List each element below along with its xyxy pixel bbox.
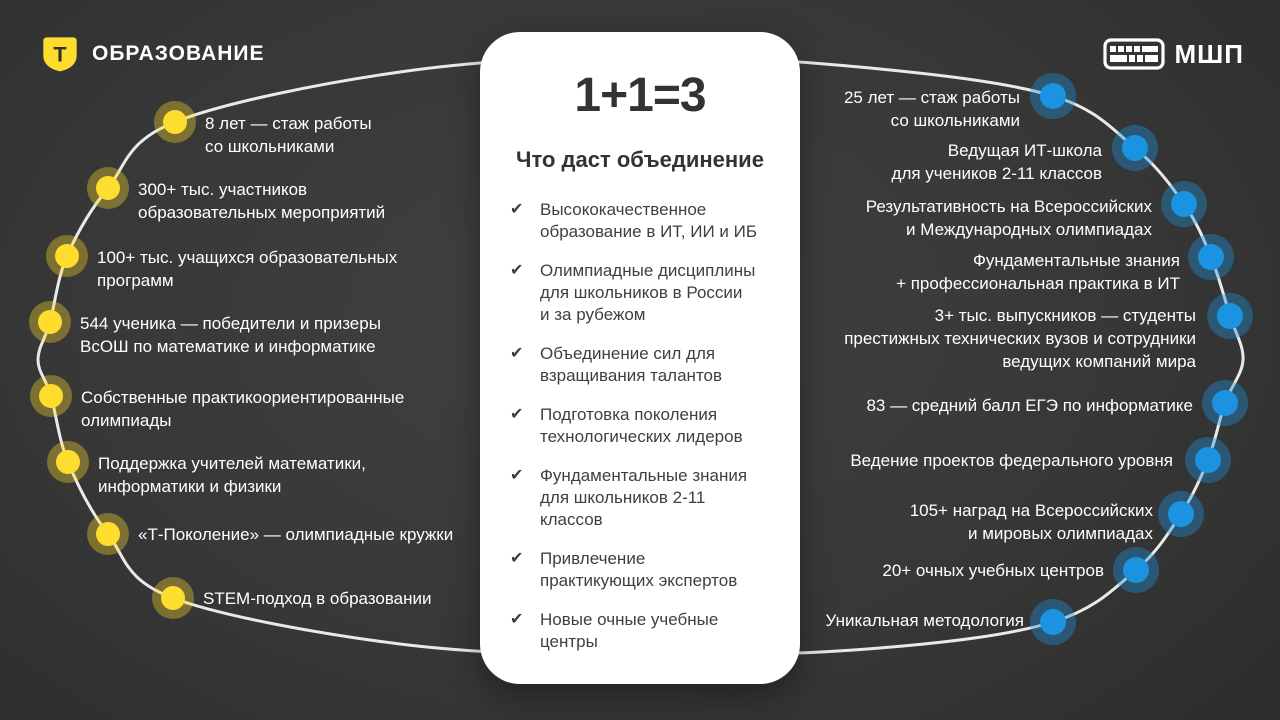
check-icon: ✔ <box>510 406 524 423</box>
milestone-dot-yellow <box>29 301 71 343</box>
milestone-dot-yellow <box>87 167 129 209</box>
benefit-text: Привлечение практикующих экспертов <box>540 549 738 590</box>
t-shield-icon <box>40 34 80 74</box>
milestone-dot-yellow <box>152 577 194 619</box>
milestone-dot-yellow <box>30 375 72 417</box>
benefit-text: Олимпиадные дисциплины для школьников в России и за рубежом <box>540 261 756 324</box>
stat-item-right: Ведение проектов федерального уровня <box>850 451 1173 470</box>
stat-item-left: Поддержка учителей математики, информатики и физики <box>98 454 366 496</box>
milestone-dot-blue <box>1188 234 1234 280</box>
check-icon: ✔ <box>510 201 524 218</box>
stat-item-left: «Т-Поколение» — олимпиадные кружки <box>138 525 454 544</box>
benefit-item <box>510 609 770 653</box>
milestone-dot-blue <box>1112 125 1158 171</box>
stat-item-left: 544 ученика — победители и призеры ВсОШ по математике и информатике <box>80 314 381 356</box>
check-icon: ✔ <box>510 345 524 362</box>
benefits-list <box>510 199 770 653</box>
check-icon: ✔ <box>510 262 524 279</box>
milestone-dot-blue <box>1030 599 1076 645</box>
benefit-item <box>510 260 770 326</box>
benefit-text: Высококачественное образование в ИТ, ИИ и ИБ <box>540 200 757 241</box>
stat-item-right: 25 лет — стаж работы со школьниками <box>843 88 1020 130</box>
stat-item-left: 300+ тыс. участников образовательных мероприятий <box>138 180 386 222</box>
card-title: 1+1=3 <box>574 69 706 122</box>
brand-t-education <box>40 34 265 74</box>
center-card <box>480 32 800 684</box>
milestone-dot-blue <box>1158 491 1204 537</box>
benefit-item <box>510 465 770 531</box>
stat-item-right: Фундаментальные знания + профессиональная практика в ИТ <box>896 251 1180 293</box>
milestone-dot-blue <box>1202 380 1248 426</box>
milestone-dot-yellow <box>154 101 196 143</box>
stat-item-right: Ведущая ИТ-школа для учеников 2-11 классов <box>891 141 1102 183</box>
benefit-item <box>510 548 770 592</box>
stat-item-right: 20+ очных учебных центров <box>882 561 1104 580</box>
milestone-dot-blue <box>1207 293 1253 339</box>
benefit-item <box>510 343 770 387</box>
card-subtitle: Что даст объединение <box>516 147 764 172</box>
benefit-text: Объединение сил для взращивания талантов <box>540 344 723 385</box>
brand-mshp <box>1103 38 1244 70</box>
brand-right-label: МШП <box>1174 38 1244 69</box>
benefit-text: Подготовка поколения технологических лидеров <box>540 405 743 446</box>
stat-item-right: 83 — средний балл ЕГЭ по информатике <box>866 396 1193 415</box>
benefit-text: Новые очные учебные центры <box>540 610 719 651</box>
stat-item-right: Результативность на Всероссийских и Международных олимпиадах <box>865 197 1152 239</box>
milestone-dot-yellow <box>87 513 129 555</box>
stat-item-left: 100+ тыс. учащихся образовательных программ <box>97 248 398 290</box>
benefit-item <box>510 404 770 448</box>
stat-item-right: 3+ тыс. выпускников — студенты престижных технических вузов и сотрудники ведущих компаний мира <box>844 306 1196 371</box>
benefit-text: Фундаментальные знания для школьников 2-11 классов <box>540 466 748 529</box>
brand-left-label: ОБРАЗОВАНИЕ <box>92 42 265 65</box>
benefit-item <box>510 199 770 243</box>
milestone-dot-blue <box>1185 437 1231 483</box>
milestone-dot-blue <box>1030 73 1076 119</box>
check-icon: ✔ <box>510 611 524 628</box>
stat-item-left: STEM-подход в образовании <box>203 589 432 608</box>
stat-item-right: 105+ наград на Всероссийских и мировых олимпиадах <box>909 501 1153 543</box>
check-icon: ✔ <box>510 467 524 484</box>
check-icon: ✔ <box>510 550 524 567</box>
keyboard-icon <box>1103 38 1165 70</box>
milestone-dot-yellow <box>47 441 89 483</box>
milestone-dot-blue <box>1161 181 1207 227</box>
svg-text:Т: Т <box>53 41 67 67</box>
stat-item-left: 8 лет — стаж работы со школьниками <box>205 114 372 156</box>
stat-item-right: Уникальная методология <box>825 611 1024 630</box>
milestone-dot-yellow <box>46 235 88 277</box>
stat-item-left: Собственные практикоориентированные олимпиады <box>81 388 405 430</box>
milestone-dot-blue <box>1113 547 1159 593</box>
